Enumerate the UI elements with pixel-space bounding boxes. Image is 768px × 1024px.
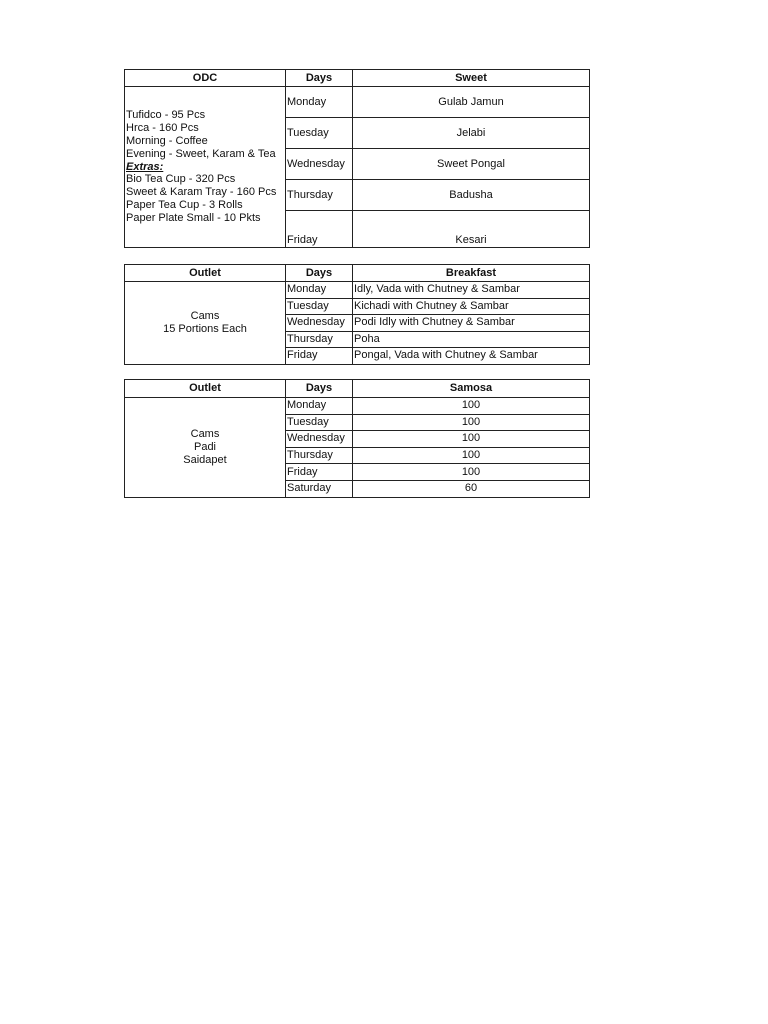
breakfast-cell: Idly, Vada with Chutney & Sambar	[353, 282, 590, 299]
header-breakfast: Breakfast	[353, 265, 590, 282]
header-row	[125, 265, 590, 282]
samosa-cell: 100	[353, 414, 590, 431]
breakfast-table	[124, 264, 590, 365]
breakfast-cell: Pongal, Vada with Chutney & Sambar	[353, 348, 590, 365]
table-row	[125, 282, 590, 299]
header-sweet: Sweet	[353, 70, 590, 87]
sweet-cell: Kesari	[353, 211, 590, 248]
sweet-cell: Jelabi	[353, 118, 590, 149]
samosa-cell: 100	[353, 447, 590, 464]
day-cell: Monday	[286, 282, 353, 299]
day-cell: Friday	[286, 348, 353, 365]
breakfast-cell: Poha	[353, 331, 590, 348]
samosa-cell: 100	[353, 431, 590, 448]
breakfast-cell: Podi Idly with Chutney & Sambar	[353, 315, 590, 332]
outlet-line: Cams	[190, 427, 220, 440]
odc-line: Tufidco - 95 Pcs	[126, 109, 206, 122]
extras-label: Extras:	[126, 160, 164, 173]
outlet-line: Saidapet	[183, 453, 227, 466]
odc-line: Morning - Coffee	[126, 135, 208, 147]
samosa-cell: 100	[353, 398, 590, 415]
day-cell: Wednesday	[286, 149, 353, 180]
day-cell: Tuesday	[286, 298, 353, 315]
header-row	[125, 380, 590, 398]
table-row	[125, 87, 590, 118]
header-samosa: Samosa	[353, 380, 590, 398]
samosa-table	[124, 379, 590, 498]
outlet-line: Cams	[190, 309, 220, 322]
day-cell: Tuesday	[286, 414, 353, 431]
table-row	[125, 398, 590, 415]
odc-line: Evening - Sweet, Karam & Tea	[126, 147, 276, 160]
day-cell: Monday	[286, 398, 353, 415]
sweet-cell: Sweet Pongal	[353, 149, 590, 180]
day-cell: Wednesday	[286, 431, 353, 448]
breakfast-cell: Kichadi with Chutney & Sambar	[353, 298, 590, 315]
extras-line: Bio Tea Cup - 320 Pcs	[126, 173, 236, 186]
header-outlet: Outlet	[125, 265, 286, 282]
header-outlet: Outlet	[125, 380, 286, 398]
extras-line: Paper Plate Small - 10 Pkts	[126, 211, 261, 224]
day-cell: Wednesday	[286, 315, 353, 332]
header-row	[125, 70, 590, 87]
outlet-line: Padi	[193, 440, 217, 453]
header-days: Days	[286, 380, 353, 398]
odc-cell	[125, 87, 286, 248]
header-odc: ODC	[125, 70, 286, 87]
samosa-cell: 60	[353, 480, 590, 497]
extras-line: Sweet & Karam Tray - 160 Pcs	[126, 186, 277, 199]
sweet-cell: Gulab Jamun	[353, 87, 590, 118]
day-cell: Friday	[286, 211, 353, 248]
day-cell: Thursday	[286, 447, 353, 464]
sweet-table	[124, 69, 590, 248]
header-days: Days	[286, 70, 353, 87]
outlet-cell	[125, 398, 286, 498]
extras-line: Paper Tea Cup - 3 Rolls	[126, 198, 243, 211]
day-cell: Saturday	[286, 480, 353, 497]
day-cell: Monday	[286, 87, 353, 118]
sweet-cell: Badusha	[353, 180, 590, 211]
day-cell: Tuesday	[286, 118, 353, 149]
outlet-line: 15 Portions Each	[163, 322, 247, 335]
day-cell: Thursday	[286, 180, 353, 211]
samosa-cell: 100	[353, 464, 590, 481]
day-cell: Friday	[286, 464, 353, 481]
day-cell: Thursday	[286, 331, 353, 348]
header-days: Days	[286, 265, 353, 282]
outlet-cell	[125, 282, 286, 365]
odc-line: Hrca - 160 Pcs	[126, 122, 199, 135]
